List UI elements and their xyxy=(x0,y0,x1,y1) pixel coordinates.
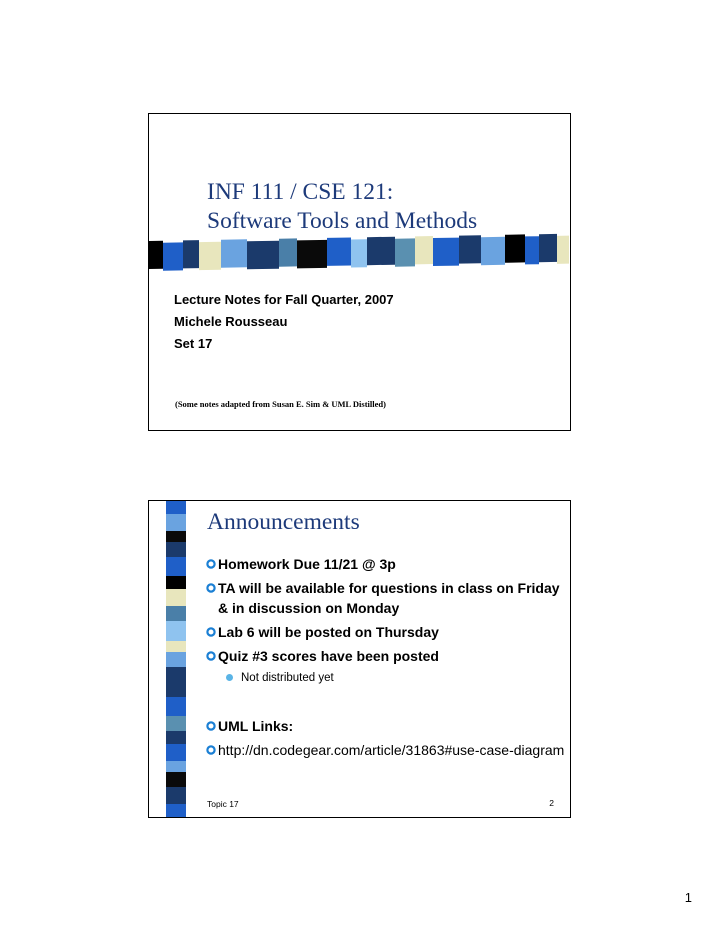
band-block xyxy=(149,241,163,269)
bullet-text: Homework Due 11/21 @ 3p xyxy=(218,556,396,572)
dot-bullet-icon xyxy=(226,674,233,681)
slide-meta xyxy=(174,289,394,355)
band-block xyxy=(459,235,481,263)
bullet-text: Quiz #3 scores have been posted xyxy=(218,648,439,664)
band-block xyxy=(166,667,186,684)
band-block xyxy=(351,239,367,267)
bullet-text: TA will be available for questions in class on Friday & in discussion on Monday xyxy=(218,580,560,616)
band-block xyxy=(279,238,297,266)
bullet-list xyxy=(206,554,566,764)
slide-footer: Topic 17 xyxy=(207,799,239,809)
bullet-item xyxy=(206,646,566,666)
band-block xyxy=(433,238,459,266)
ring-bullet-icon xyxy=(206,651,216,661)
band-block xyxy=(166,731,186,744)
band-block xyxy=(166,804,186,817)
band-block xyxy=(166,761,186,772)
band-block xyxy=(166,531,186,542)
instructor-line: Michele Rousseau xyxy=(174,314,288,329)
course-line: Lecture Notes for Fall Quarter, 2007 xyxy=(174,292,394,307)
band-block xyxy=(199,242,221,270)
band-block xyxy=(505,234,525,262)
title-line-2: Software Tools and Methods xyxy=(207,208,478,234)
band-block xyxy=(247,241,279,270)
set-line: Set 17 xyxy=(174,336,213,351)
bullet-text: UML Links: xyxy=(218,718,294,734)
decorative-color-band xyxy=(149,234,570,269)
announcements-slide xyxy=(148,500,571,818)
bullet-item xyxy=(206,716,566,736)
band-block xyxy=(166,744,186,761)
ring-bullet-icon xyxy=(206,559,216,569)
slide-number: 2 xyxy=(549,798,554,808)
band-block xyxy=(166,576,186,589)
band-block xyxy=(166,787,186,804)
band-block xyxy=(183,240,199,268)
band-block xyxy=(166,621,186,642)
attribution-note: (Some notes adapted from Susan E. Sim & UML Distilled) xyxy=(175,399,386,409)
band-block xyxy=(166,557,186,576)
spacer xyxy=(206,690,566,716)
band-block xyxy=(166,684,186,697)
title-line-1: INF 111 / CSE 121: xyxy=(207,179,394,205)
band-block xyxy=(481,237,505,265)
band-block xyxy=(166,501,186,514)
band-block xyxy=(539,234,557,262)
sub-bullet-item xyxy=(218,670,566,686)
band-block xyxy=(557,236,569,264)
band-block xyxy=(415,236,433,264)
ring-bullet-icon xyxy=(206,745,216,755)
band-block xyxy=(221,239,247,267)
band-block xyxy=(166,772,186,787)
band-block xyxy=(166,514,186,531)
band-block xyxy=(395,238,415,266)
title-slide xyxy=(148,113,571,431)
band-block xyxy=(166,589,186,606)
band-block xyxy=(327,237,351,265)
decorative-vertical-band xyxy=(166,501,186,817)
ring-bullet-icon xyxy=(206,627,216,637)
band-block xyxy=(166,652,186,667)
band-block xyxy=(166,606,186,621)
band-block xyxy=(367,237,395,265)
sub-bullet-text: Not distributed yet xyxy=(241,672,334,684)
bullet-item xyxy=(206,622,566,642)
bullet-text: Lab 6 will be posted on Thursday xyxy=(218,624,439,640)
band-block xyxy=(166,542,186,557)
band-block xyxy=(166,716,186,731)
band-block xyxy=(163,242,183,270)
ring-bullet-icon xyxy=(206,583,216,593)
page-number: 1 xyxy=(684,890,692,905)
bullet-item xyxy=(206,554,566,574)
bullet-item xyxy=(206,578,566,618)
band-block xyxy=(297,240,327,269)
url-text[interactable]: http://dn.codegear.com/article/31863#use-case-diagram xyxy=(218,742,565,758)
ring-bullet-icon xyxy=(206,721,216,731)
slide-title: Announcements xyxy=(207,509,360,535)
band-block xyxy=(166,641,186,652)
slide-title xyxy=(207,178,477,236)
bullet-item-link xyxy=(206,740,566,760)
band-block xyxy=(525,236,539,264)
band-block xyxy=(166,697,186,716)
